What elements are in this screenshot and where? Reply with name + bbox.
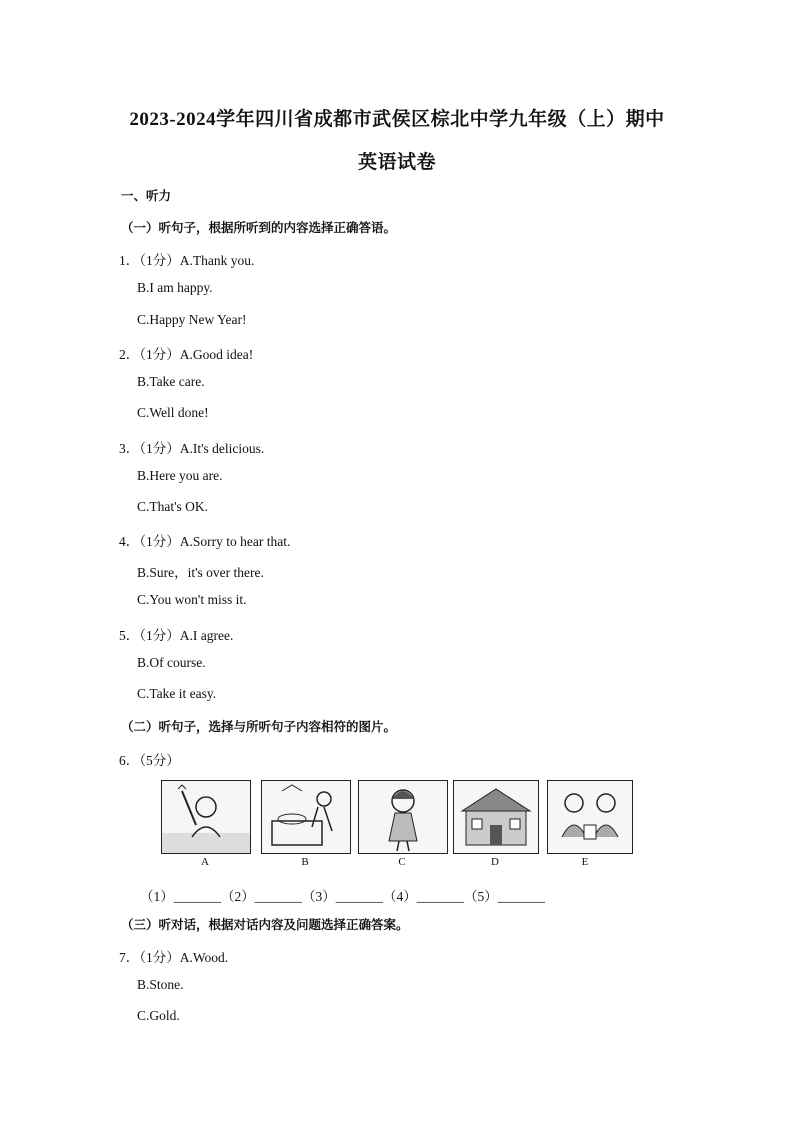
question-2-stem: 2．（1分）A.Good idea! <box>119 347 254 362</box>
picture-label-e: E <box>581 856 589 868</box>
page-subtitle: 英语试卷 <box>357 152 436 173</box>
question-1-option-c: C.Happy New Year! <box>137 312 247 327</box>
question-7-option-c: C.Gold. <box>137 1008 180 1023</box>
question-7-option-b: B.Stone. <box>137 977 184 992</box>
page-title: 2023-2024学年四川省成都市武侯区棕北中学九年级（上）期中 <box>129 109 665 130</box>
question-5-option-c: C.Take it easy. <box>137 686 217 701</box>
picture-label-c: C <box>398 856 406 868</box>
picture-row <box>161 780 636 872</box>
picture-label-d: D <box>491 856 499 868</box>
question-1-stem: 1．（1分）A.Thank you. <box>119 253 255 268</box>
girl-icon <box>358 780 448 854</box>
part2-instruction: （二）听句子，选择与所听句子内容相符的图片。 <box>121 719 397 734</box>
question-3-stem: 3．（1分）A.It's delicious. <box>119 441 265 456</box>
question-6-stem: 6．（5分） <box>119 753 180 768</box>
section-heading: 一、听力 <box>121 188 172 203</box>
question-4-stem: 4．（1分）A.Sorry to hear that. <box>119 534 291 549</box>
house-icon <box>453 780 539 854</box>
question-4-option-b: B.Sure，it's over there. <box>137 565 264 580</box>
question-2-option-b: B.Take care. <box>137 374 205 389</box>
question-2-option-c: C.Well done! <box>137 405 209 420</box>
person-cooking-icon <box>261 780 351 854</box>
question-7-stem: 7．（1分）A.Wood. <box>119 950 229 965</box>
picture-label-b: B <box>301 856 309 868</box>
friends-talking-icon <box>547 780 633 854</box>
question-5-option-b: B.Of course. <box>137 655 206 670</box>
part3-instruction: （三）听对话，根据对话内容及问题选择正确答案。 <box>121 917 409 932</box>
answer-blanks[interactable]: （1）_______（2）_______（3）_______（4）_______（5）_______ <box>140 889 545 904</box>
question-1-option-b: B.I am happy. <box>137 280 213 295</box>
part1-instruction: （一）听句子，根据所听到的内容选择正确答语。 <box>121 220 397 235</box>
question-5-stem: 5．（1分）A.I agree. <box>119 628 234 643</box>
picture-label-a: A <box>201 856 209 868</box>
question-3-option-b: B.Here you are. <box>137 468 223 483</box>
boy-waving-icon <box>161 780 251 854</box>
question-4-option-c: C.You won't miss it. <box>137 592 247 607</box>
question-3-option-c: C.That's OK. <box>137 499 209 514</box>
